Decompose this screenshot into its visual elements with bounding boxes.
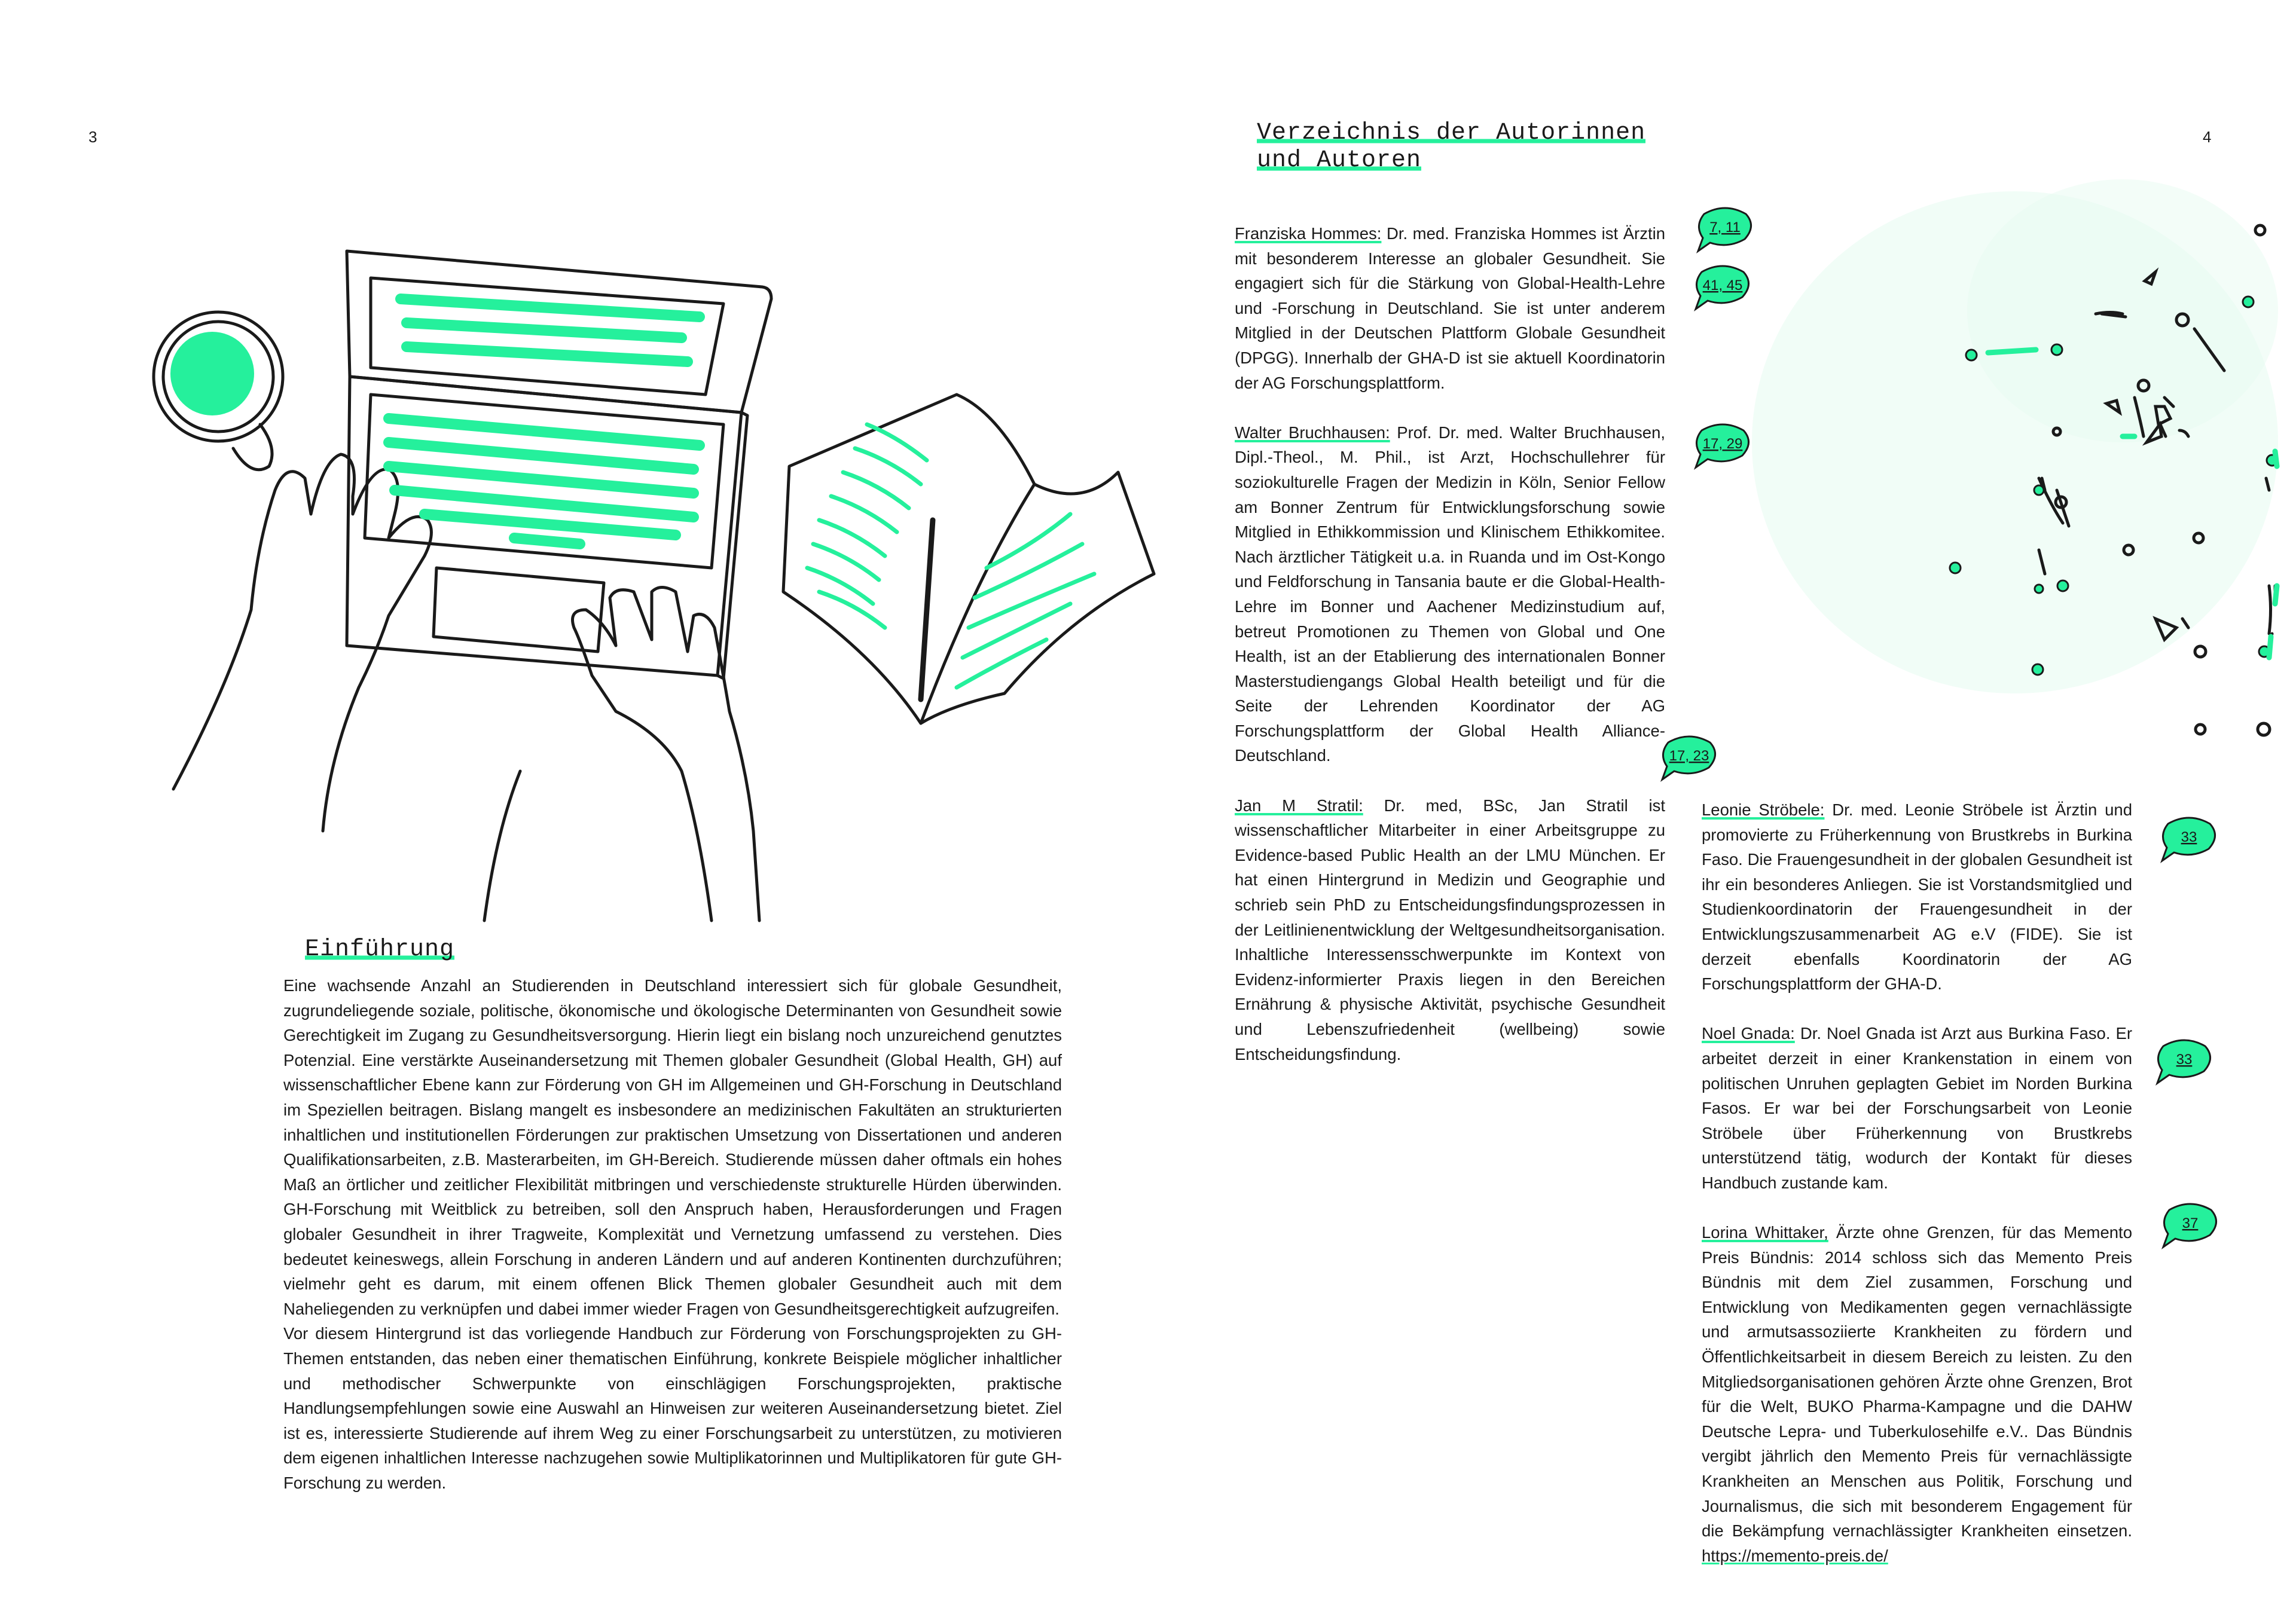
author-entry — [1235, 793, 1665, 1067]
author-bio: Prof. Dr. med. Walter Bruchhausen, Dipl.-Theol., M. Phil., ist Arzt, Hochschullehrer für soziokulturelle Fragen der Medizin in Köln, Senior Fellow am Bonner Zentrum für Entwicklungsforschung sowie Mitglied in Ethikkommission und Klinischem Ethikkomitee. Nach ärztlicher Tätigkeit u.a. in Ruanda und im Ost-Kongo und Feldforschung in Tansania baute er die Global-Health-Lehre im Bonner und Aachener Medizinstudium auf, betreut Promotionen zu Themen von Global und One Health, ist an der Etablierung des internationalen Bonner Masterstudiengangs Global Health beteiligt und für die Seite der Lehrenden Koordinator der AG Forschungsplattform der Global Health Alliance-Deutschland. — [1235, 423, 1665, 765]
author-name: Franziska Hommes: — [1235, 224, 1382, 243]
author-name: Walter Bruchhausen: — [1235, 423, 1390, 442]
intro-paragraph: Eine wachsende Anzahl an Studierenden in Deutschland interessiert sich für globale Gesundheit, zugrundeliegende soziale, politische, ökonomische und ökologische Determinanten von Gesundheit sowie Gerechtigkeit im Zugang zu Gesundheitsversorgung. Hierin liegt ein bislang noch unzureichend genutztes Potenzial. Eine verstärkte Auseinandersetzung mit Themen globaler Gesundheit (Global Health, GH) auf wissenschaftlicher Ebene kann zur Förderung von GH im Allgemeinen und GH-Forschung in Deutschland im Speziellen beitragen. Bislang mangelt es insbesondere an medizinischen Fakultäten an strukturierten inhaltlichen und institutionellen Förderungen zur praktischen Umsetzung von Dissertationen und anderen Qualifikationsarbeiten, z.B. Masterarbeiten, im GH-Bereich. Studierende müssen daher oftmals ein hohes Maß an örtlicher und zeitlicher Flexibilität mitbringen und verschiedenste strukturelle Hürden überwinden. GH-Forschung mit Weitblick zu betreiben, soll den Anspruch haben, Herausforderungen und Fragen globaler Gesundheit in ihrer Tragweite, Komplexität und Vernetzung umfassend zu verstehen. Dies bedeutet keineswegs, allein Forschung in anderen Ländern und auf anderen Kontinenten durchzuführen; vielmehr geht es darum, mit einem offenen Blick Themen globaler Gesundheit auch mit dem Naheliegenden zu verknüpfen und dabei immer wieder Fragen von Gesundheitsgerechtigkeit aufzugreifen. — [283, 976, 1062, 1318]
author-entry — [1702, 1220, 2132, 1568]
page-ref-label: 17, 23 — [1669, 748, 1709, 764]
authors-column-left — [1235, 221, 1665, 1066]
page-ref-label: 17, 29 — [1702, 436, 1743, 452]
introduction-text — [283, 973, 1062, 1495]
page-ref-label: 7, 11 — [1709, 219, 1741, 236]
author-bio: Ärzte ohne Grenzen, für das Memento Preis Bündnis: 2014 schloss sich das Memento Preis Bündnis mit dem Ziel zusammen, Forschung und Entwicklung von Medikamenten gegen vernachlässigte und armutsassoziierte Krankheiten zu fördern und Öffentlichkeitsarbeit in diesem Bereich zu leisten. Zu den Mitgliedsorganisationen gehören Ärzte ohne Grenzen, Brot für die Welt, BUKO Pharma-Kampagne und die DAHW Deutsche Lepra- und Tuberkulosehilfe e.V.. Das Bündnis vergibt jährlich den Memento Preis für vernachlässigte Krankheiten an Menschen aus Politik, Forschung und Journalismus, die sich mit besonderem Engagement für die Bekämpfung vernachlässigter Krankheiten einsetzen. — [1702, 1223, 2132, 1541]
coffee-cup-icon — [154, 312, 283, 470]
author-bio: Dr. med, BSc, Jan Stratil ist wissenschaftlicher Mitarbeiter in einer Arbeitsgruppe zu Evidence-based Public Health an der LMU München. Er hat einen Hintergrund in Medizin und Geographie und schrieb sein PhD zu Entscheidungsfindungsprozessen in der Leitlinienentwicklung der Weltgesundheitsorganisation. Inhaltliche Interessensschwerpunkte im Kontext von Evidenz-informierter Praxis liegen in den Bereichen Ernährung & physische Aktivität, psychische Gesundheit und Lebenszufriedenheit (wellbeing) sowie Entscheidungsfindung. — [1235, 796, 1666, 1063]
laptop-illustration — [126, 233, 1178, 933]
page-ref-bubble[interactable] — [1690, 260, 1755, 314]
intro-paragraph: Vor diesem Hintergrund ist das vorliegende Handbuch zur Förderung von Forschungsprojekten zu GH-Themen entstanden, das neben einer thematischen Einführung, konkrete Beispiele möglicher inhaltlicher und methodischer Schwerpunkte von einschlägigen Forschungsprojekten, praktische Handlungsempfehlungen sowie eine Auswahl an Hinweisen zur weiteren Auseinandersetzung bietet. Ziel ist es, interessierte Studierende auf ihrem Weg zu einer Forschungsarbeit zu unterstützen, zu motivieren dem eigenen inhaltlichen Interesse nachzugehen sowie Multiplikatorinnen und Multiplikatoren für gute GH-Forschung zu werden. — [283, 1324, 1062, 1492]
page-ref-label: 41, 45 — [1702, 277, 1743, 294]
memento-link[interactable]: https://memento-preis.de/ — [1702, 1546, 1888, 1565]
author-bio: Dr. med. Franziska Hommes ist Ärztin mit besonderem Interesse an globaler Gesundheit. Sie engagiert sich für die Stärkung von Global-Health-Lehre und -Forschung in Deutschland. Sie ist unter anderem Mitglied in der Deutschen Plattform Globale Gesundheit (DPGG). Innerhalb der GHA-D ist sie aktuell Koordinatorin der AG Forschungsplattform. — [1235, 224, 1666, 392]
page-number-left: 3 — [88, 128, 97, 146]
author-name: Noel Gnada: — [1702, 1024, 1795, 1043]
page-ref-label: 33 — [2181, 829, 2197, 845]
page-ref-bubble[interactable] — [1690, 418, 1755, 472]
author-name: Lorina Whittaker, — [1702, 1223, 1828, 1242]
decorative-scatter — [1704, 155, 2296, 783]
section-heading-einfuehrung: Einführung — [305, 936, 455, 963]
author-name: Leonie Ströbele: — [1702, 800, 1825, 819]
author-name: Jan M Stratil: — [1235, 796, 1363, 815]
page-ref-bubble[interactable] — [2156, 812, 2222, 866]
author-entry — [1702, 1021, 2132, 1195]
author-bio: Dr. Noel Gnada ist Arzt aus Burkina Faso. Er arbeitet derzeit in einer Krankenstation in einem von politischen Unruhen geplagten Gebiet im Norden Burkina Fasos. Er war bei der Forschungsarbeit von Leonie Ströbele über Früherkennung von Brustkrebs unterstützend tätig, wodurch der Kontakt für dieses Handbuch zustande kam. — [1702, 1024, 2133, 1192]
author-entry — [1235, 420, 1665, 768]
author-bio: Dr. med. Leonie Ströbele ist Ärztin und promovierte zu Früherkennung von Brustkrebs in Burkina Faso. Die Frauengesundheit in der globalen Gesundheit ist ihr ein besonderes Anliegen. Sie ist Vorstandsmitglied und Studienkoordinatorin der Frauengesundheit in der Entwicklungszusammenarbeit AG e.V (FIDE). Sie ist derzeit ebenfalls Koordinatorin der AG Forschungsplattform der GHA-D. — [1702, 800, 2132, 994]
page-ref-label: 37 — [2182, 1215, 2199, 1231]
page-ref-label: 33 — [2176, 1052, 2193, 1068]
page-ref-bubble[interactable] — [2157, 1198, 2223, 1252]
page-ref-bubble[interactable] — [2151, 1034, 2217, 1088]
section-heading-authors: Verzeichnis der Autorinnen und Autoren — [1257, 120, 1646, 174]
author-entry — [1235, 221, 1665, 395]
page-number-right: 4 — [2203, 128, 2212, 146]
page-ref-bubble[interactable] — [1656, 730, 1722, 784]
page-ref-bubble[interactable] — [1692, 202, 1758, 256]
author-entry — [1702, 797, 2132, 997]
authors-column-right — [1702, 797, 2132, 1568]
